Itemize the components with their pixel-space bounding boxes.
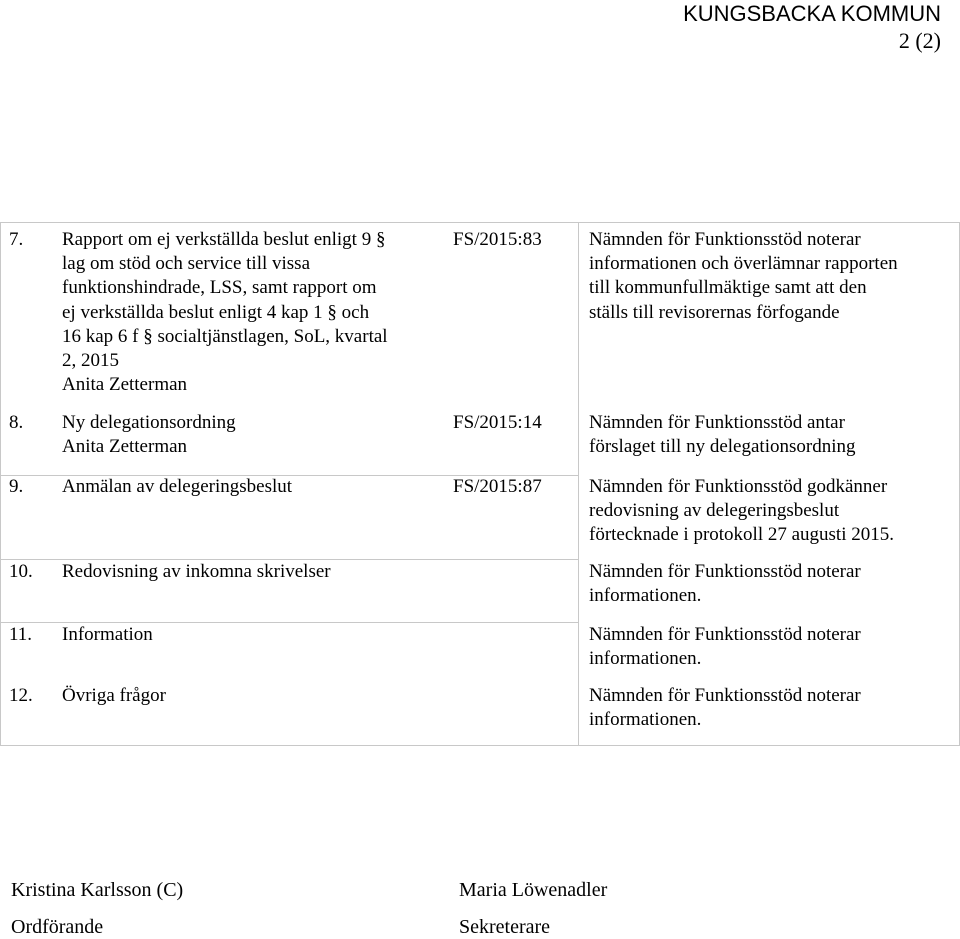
page-number: 2 (2) [898, 28, 941, 53]
secretary-role: Sekreterare [459, 916, 551, 938]
item-title: Information [62, 624, 153, 645]
item-number: 8. [9, 412, 24, 433]
item-number: 11. [9, 624, 33, 645]
item-decision: Nämnden för Funktionsstöd godkänner redovisning av delegeringsbeslut förtecknade i protokoll 27 augusti 2015. [589, 476, 894, 546]
organization-name: KUNGSBACKA KOMMUN [683, 1, 941, 26]
item-decision: Nämnden för Funktionsstöd noterar informationen. [589, 561, 861, 607]
item-number: 7. [9, 229, 24, 250]
item-number: 12. [9, 685, 33, 706]
agenda-table [0, 222, 960, 746]
item-decision: Nämnden för Funktionsstöd noterar informationen. [589, 624, 861, 670]
chair-role: Ordförande [11, 916, 104, 938]
secretary-name: Maria Löwenadler [459, 879, 608, 901]
table-column-divider [578, 222, 579, 746]
table-border-top [0, 222, 960, 223]
item-decision: Nämnden för Funktionsstöd noterar informationen och överlämnar rapporten till kommunfullmäktige samt att den ställs till revisorernas förfogande [589, 229, 898, 323]
item-title: Ny delegationsordning Anita Zetterman [62, 412, 236, 458]
item-reference: FS/2015:14 [453, 412, 542, 433]
item-decision: Nämnden för Funktionsstöd noterar informationen. [589, 685, 861, 731]
item-reference: FS/2015:83 [453, 229, 542, 250]
table-border-bottom [0, 745, 960, 746]
item-title: Anmälan av delegeringsbeslut [62, 476, 293, 497]
item-reference: FS/2015:87 [453, 476, 542, 497]
item-title: Redovisning av inkomna skrivelser [62, 561, 331, 582]
item-decision: Nämnden för Funktionsstöd antar förslaget till ny delegationsordning [589, 412, 856, 458]
item-number: 9. [9, 476, 24, 497]
table-border-left [0, 222, 1, 746]
item-number: 10. [9, 561, 33, 582]
chair-name: Kristina Karlsson (C) [11, 879, 184, 901]
item-title: Rapport om ej verkställda beslut enligt 9 § lag om stöd och service till vissa funktionshindrade, LSS, samt rapport om ej verkställda beslut enligt 4 kap 1 § och 16 kap 6 f § socialtjänstlagen, SoL, kvartal 2, 2015 Anita Zetterman [62, 229, 388, 396]
item-title: Övriga frågor [62, 685, 166, 706]
